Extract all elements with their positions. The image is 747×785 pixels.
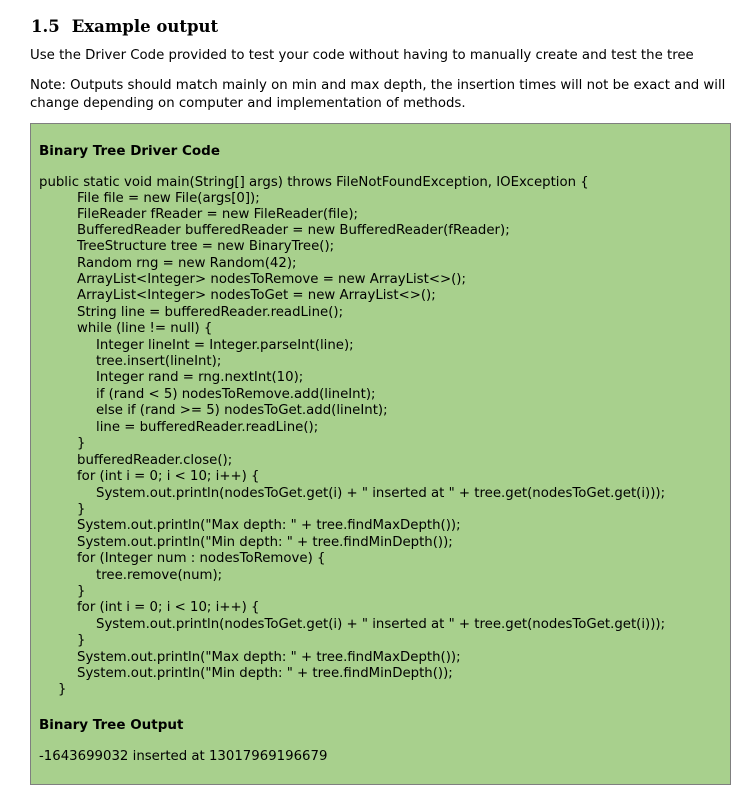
code-line: } — [77, 502, 86, 517]
output-line: -1643699032 inserted at 13017969196679 — [39, 749, 328, 764]
code-line: bufferedReader.close(); — [77, 453, 233, 468]
code-line: FileReader fReader = new FileReader(file); — [77, 207, 358, 222]
code-line: System.out.println(nodesToGet.get(i) + " inserted at " + tree.get(nodesToGet.get(i))); — [96, 486, 666, 501]
code-line: TreeStructure tree = new BinaryTree(); — [77, 239, 335, 254]
code-line: Integer rand = rng.nextInt(10); — [96, 370, 304, 385]
code-line: Random rng = new Random(42); — [77, 256, 297, 271]
code-line: } — [77, 436, 86, 451]
code-line: } — [77, 584, 86, 599]
code-line: ArrayList<Integer> nodesToRemove = new ArrayList<>(); — [77, 272, 466, 287]
code-line: } — [77, 633, 86, 648]
code-line: BufferedReader bufferedReader = new BufferedReader(fReader); — [77, 223, 510, 238]
code-line: Integer lineInt = Integer.parseInt(line); — [96, 338, 354, 353]
code-title: Binary Tree Driver Code — [39, 143, 220, 159]
section-number: 1.5 — [31, 17, 60, 36]
code-line: System.out.println("Max depth: " + tree.findMaxDepth()); — [77, 650, 461, 665]
driver-code-box — [30, 123, 731, 785]
code-line: System.out.println("Max depth: " + tree.findMaxDepth()); — [77, 518, 461, 533]
code-line: System.out.println("Min depth: " + tree.findMinDepth()); — [77, 535, 453, 550]
note-paragraph: Note: Outputs should match mainly on min and max depth, the insertion times will not be exact and will change depending on computer and implementation of methods. — [30, 78, 726, 111]
code-line: File file = new File(args[0]); — [77, 191, 260, 206]
code-line: tree.insert(lineInt); — [96, 354, 222, 369]
code-line: tree.remove(num); — [96, 568, 223, 583]
code-line: for (int i = 0; i < 10; i++) { — [77, 600, 260, 615]
code-line: while (line != null) { — [77, 321, 213, 336]
section-heading — [31, 17, 218, 36]
output-title: Binary Tree Output — [39, 717, 184, 733]
code-line: for (int i = 0; i < 10; i++) { — [77, 469, 260, 484]
code-line: if (rand < 5) nodesToRemove.add(lineInt); — [96, 387, 376, 402]
intro-paragraph: Use the Driver Code provided to test your code without having to manually create and test the tree — [30, 48, 694, 63]
code-line: System.out.println(nodesToGet.get(i) + " inserted at " + tree.get(nodesToGet.get(i))); — [96, 617, 666, 632]
code-line: for (Integer num : nodesToRemove) { — [77, 551, 326, 566]
section-title: Example output — [71, 17, 219, 36]
code-line: else if (rand >= 5) nodesToGet.add(lineInt); — [96, 403, 388, 418]
code-line: public static void main(String[] args) throws FileNotFoundException, IOException { — [39, 175, 589, 190]
code-line: } — [58, 682, 67, 697]
code-line: System.out.println("Min depth: " + tree.findMinDepth()); — [77, 666, 453, 681]
code-line: String line = bufferedReader.readLine(); — [77, 305, 344, 320]
code-line: ArrayList<Integer> nodesToGet = new ArrayList<>(); — [77, 288, 436, 303]
code-line: line = bufferedReader.readLine(); — [96, 420, 319, 435]
